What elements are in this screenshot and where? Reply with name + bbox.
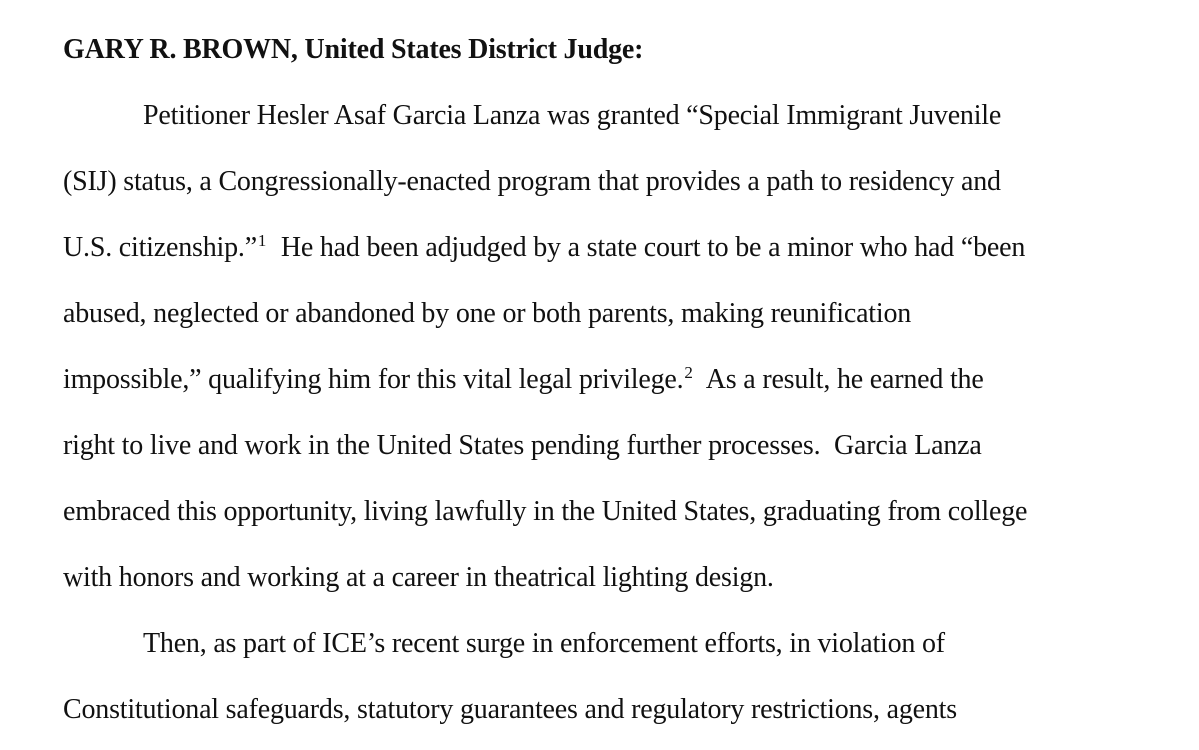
body-line-7: embraced this opportunity, living lawfully in the United States, graduating from college	[63, 496, 1028, 527]
body-line-3-text-b: He had been adjudged by a state court to be a minor who had “been	[267, 232, 1026, 263]
body-line-5-text-a: impossible,” qualifying him for this vital legal privilege.	[63, 364, 684, 395]
document-page	[63, 0, 1173, 750]
body-line-5	[63, 363, 984, 397]
body-line-5-text-b: As a result, he earned the	[693, 364, 984, 395]
body-line-1: Petitioner Hesler Asaf Garcia Lanza was granted “Special Immigrant Juvenile	[143, 100, 1002, 131]
footnote-ref-1[interactable]: 1	[257, 231, 267, 250]
body-line-9: Then, as part of ICE’s recent surge in enforcement efforts, in violation of	[143, 628, 945, 659]
body-line-3-text-a: U.S. citizenship.”	[63, 232, 257, 263]
body-line-3	[63, 231, 1025, 265]
body-line-6: right to live and work in the United States pending further processes. Garcia Lanza	[63, 430, 982, 461]
judge-heading: GARY R. BROWN, United States District Judge:	[63, 34, 644, 65]
body-line-2: (SIJ) status, a Congressionally-enacted program that provides a path to residency and	[63, 166, 1001, 197]
body-line-4: abused, neglected or abandoned by one or both parents, making reunification	[63, 298, 912, 329]
body-line-10: Constitutional safeguards, statutory guarantees and regulatory restrictions, agents	[63, 694, 957, 725]
body-line-8: with honors and working at a career in theatrical lighting design.	[63, 562, 774, 593]
footnote-ref-2[interactable]: 2	[684, 363, 693, 382]
